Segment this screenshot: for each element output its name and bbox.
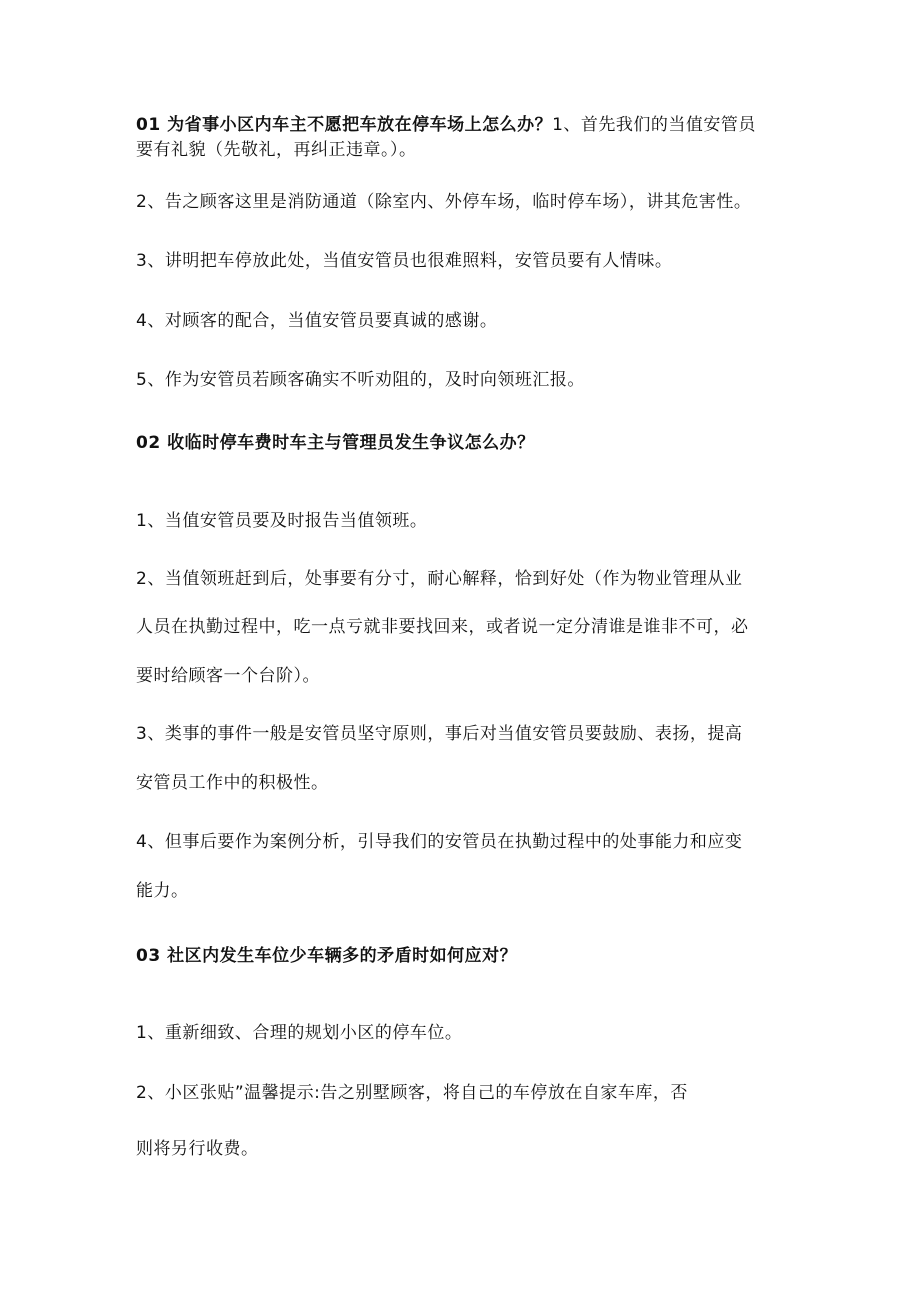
section3-item2-line2: 则将另行收费。 [136,1139,259,1159]
section2-item2-line3: 要时给顾客一个台阶）。 [136,666,320,686]
section2-item4-line2: 能力。 [136,881,189,901]
section2-item3-line2: 安管员工作中的积极性。 [136,773,329,793]
section3-heading: 03 社区内发生车位少车辆多的矛盾时如何应对？ [136,946,518,966]
section1-item1-cont: 要有礼貌（先敬礼，再纠正违章。）。 [136,140,417,160]
section3-item2-line1: 2、小区张贴”温馨提示:告之别墅顾客，将自己的车停放在自家车库，否 [136,1083,688,1103]
section1-first-line [136,113,756,137]
section1-item3: 3、讲明把车停放此处，当值安管员也很难照料，安管员要有人情味。 [136,251,673,271]
section1-item2: 2、告之顾客这里是消防通道（除室内、外停车场，临时停车场），讲其危害性。 [136,192,752,212]
section2-item1: 1、当值安管员要及时报告当值领班。 [136,511,428,531]
section1-item4: 4、对顾客的配合，当值安管员要真诚的感谢。 [136,311,498,331]
section3-item1: 1、重新细致、合理的规划小区的停车位。 [136,1023,463,1043]
section1-heading: 01 为省事小区内车主不愿把车放在停车场上怎么办？ [136,115,553,135]
section2-item2-line1: 2、当值领班赶到后，处事要有分寸，耐心解释，恰到好处（作为物业管理从业 [136,569,743,589]
section2-item4-line1: 4、但事后要作为案例分析，引导我们的安管员在执勤过程中的处事能力和应变 [136,832,743,852]
section2-item2-line2: 人员在执勤过程中，吃一点亏就非要找回来，或者说一定分清谁是谁非不可，必 [136,617,749,637]
section1-item1-start: 1、首先我们的当值安管员 [552,115,756,135]
section2-item3-line1: 3、类事的事件一般是安管员坚守原则，事后对当值安管员要鼓励、表扬，提高 [136,724,743,744]
section1-item5: 5、作为安管员若顾客确实不听劝阻的，及时向领班汇报。 [136,370,585,390]
section2-heading: 02 收临时停车费时车主与管理员发生争议怎么办？ [136,433,535,453]
